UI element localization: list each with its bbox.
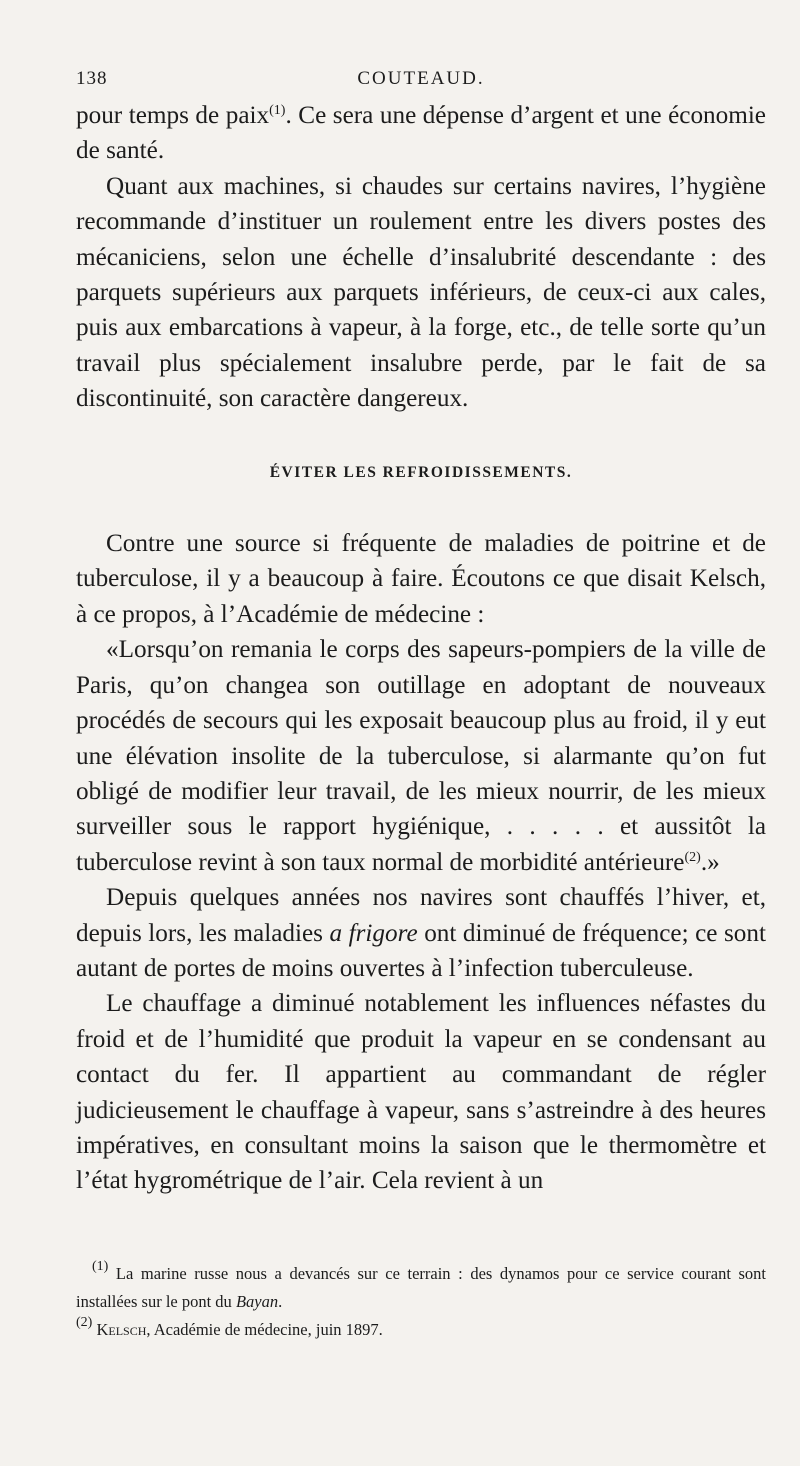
footnote-ref-1[interactable]: (1) (269, 103, 286, 118)
footnotes (76, 1260, 766, 1344)
quotation-kelsch: «Lorsqu’on remania le corps des sapeurs-pompiers de la ville de Paris, qu’on changea son outillage en adoptant de nouveaux procédés de secours qui les exposait beaucoup plus au froid, il y eut une élévation insolite de la tuberculose, si alarmante qu’on fut obligé de modifier leur travail, de les mieux nourrir, de les mieux surveiller sous le rapport hygiénique, . . . . . et aussitôt la tuberculose revint à son taux normal de morbidité antérieure$^{(2)}$.» (76, 636, 766, 876)
paragraph-continuation: pour temps de paix$^{(1)}$. Ce sera une dépense d’argent et une économie de santé. (76, 102, 766, 165)
italic-a-frigore: a frigore (329, 919, 418, 947)
ship-name: Bayan (235, 1292, 279, 1311)
paragraph-machines: Quant aux machines, si chaudes sur certains navires, l’hygiène recommande d’instituer un roulement entre les divers postes des mécaniciens, selon une échelle d’insalubrité descendante : des parquets supérieurs aux parquets inférieurs, de ceux-ci aux cales, puis aux embarcations à vapeur, à la forge, etc., de telle sorte qu’un travail plus spécialement insalubre perde, par le fait de sa discontinuité, son caractère dangereux. (76, 172, 766, 413)
paragraph-chauffage-navires: Depuis quelques années nos navires sont chauffés l’hiver, et, depuis lors, les maladies a frigore ont diminué de fréquence; ce sont autant de portes de moins ouvertes à l’infection tuberculeuse. (76, 884, 766, 982)
section-heading: ÉVITER LES REFROIDISSEMENTS. (269, 463, 573, 481)
author-name: Kelsch (92, 1320, 147, 1339)
paragraph-tuberculose: Contre une source si fréquente de maladies de poitrine et de tuberculose, il y a beaucoup à faire. Écoutons ce que disait Kelsch, à ce propos, à l’Académie de médecine : (76, 530, 766, 628)
footnote-2: $^{(2)}$ Kelsch, Académie de médecine, juin 1897. (76, 1315, 383, 1339)
page-number: 138 (76, 68, 108, 89)
footnote-marker-1: (1) (92, 1259, 109, 1274)
footnote-marker-2: (2) (76, 1315, 93, 1330)
footnote-1: $^{(1)}$ La marine russe nous a devancés sur ce terrain : des dynamos pour ce service courant sont installées sur le pont du Bayan. (76, 1259, 766, 1311)
page (76, 60, 766, 1199)
footnote-ref-2[interactable]: (2) (684, 849, 701, 865)
running-title: COUTEAUD. (357, 68, 485, 89)
paragraph-chauffage: Le chauffage a diminué notablement les influences néfastes du froid et de l’humidité que produit la vapeur en se condensant au contact du fer. Il appartient au commandant de régler judicieusement le chauffage à vapeur, sans s’astreindre à des heures impératives, en consultant moins la saison que le thermomètre et l’état hygrométrique de l’air. Cela revient à un (76, 990, 766, 1195)
running-head (76, 60, 766, 96)
body-text (76, 98, 766, 1199)
